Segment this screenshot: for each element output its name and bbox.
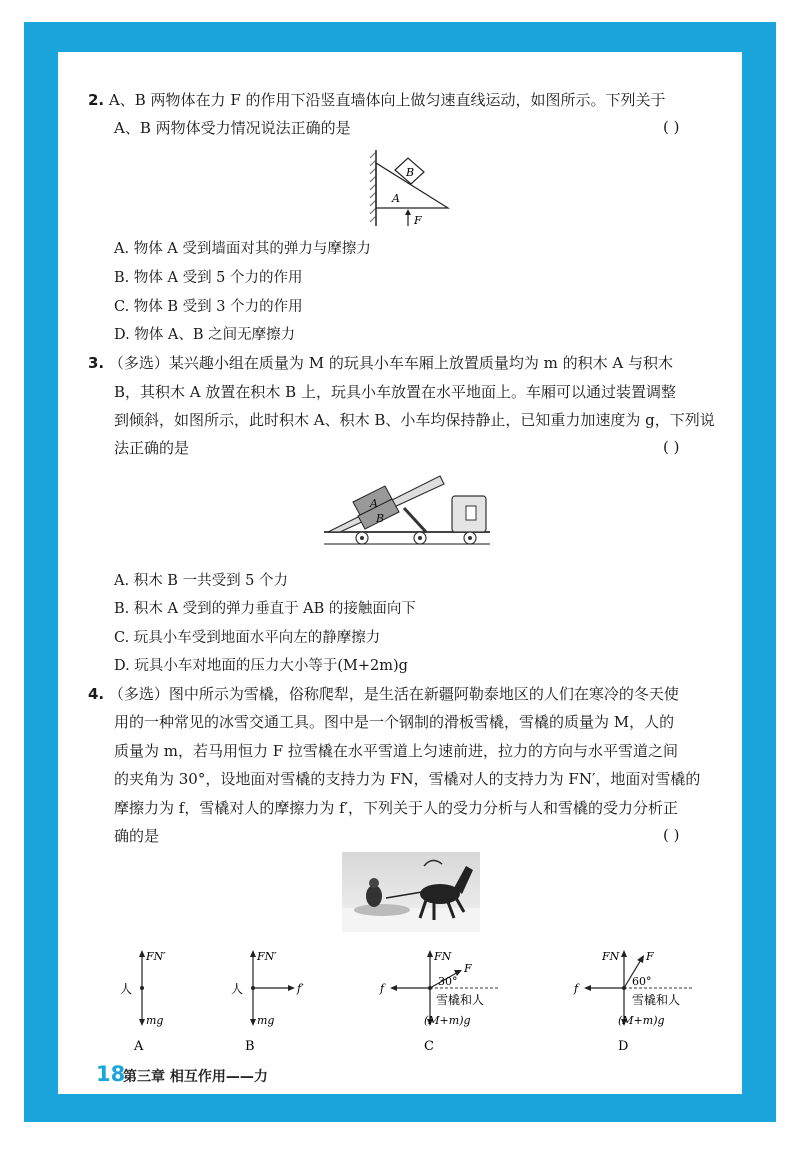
sled-shape xyxy=(354,904,410,916)
force-f-arrowhead xyxy=(405,209,411,215)
label-fn-prime: FN′ xyxy=(257,950,277,963)
label-sled-and-person: 雪橇和人 xyxy=(436,993,485,1007)
label-friction-f: f xyxy=(380,982,385,995)
chapter-title: 第三章 相互作用——力 xyxy=(123,1069,268,1085)
label-angle: 60° xyxy=(632,975,652,988)
q2-option-b[interactable]: B. 物体 A 受到 5 个力的作用 xyxy=(114,270,303,286)
q3-option-d[interactable]: D. 玩具小车对地面的压力大小等于(M+2m)g xyxy=(114,658,408,674)
page-frame-left xyxy=(24,22,58,1122)
label-mg: mg xyxy=(146,1014,164,1027)
q4-stem-6: 确的是 xyxy=(114,827,160,845)
q4-stem-2: 用的一种常见的冰雪交通工具。图中是一个钢制的滑板雪橇，雪橇的质量为 M，人的 xyxy=(114,713,675,731)
q2-stem-1: A、B 两物体在力 F 的作用下沿竖直墙体向上做匀速直线运动，如图所示。下列关于 xyxy=(108,91,666,109)
diagram-letter-b[interactable]: B xyxy=(245,1039,255,1054)
q3-option-a[interactable]: A. 积木 B 一共受到 5 个力 xyxy=(114,573,289,589)
page-frame-top xyxy=(24,22,776,52)
q4-answer-blank: ( ) xyxy=(663,826,680,844)
label-force-f: F xyxy=(646,950,654,963)
label-fn: FN xyxy=(434,950,452,963)
label-fn-prime: FN′ xyxy=(146,950,166,963)
q3-stem-1: （多选）某兴趣小组在质量为 M 的玩具小车车厢上放置质量均为 m 的积木 A 与积木 xyxy=(108,354,673,372)
label-f: F xyxy=(414,214,422,227)
q4-stem-5: 摩擦力为 f，雪橇对人的摩擦力为 f′，下列关于人的受力分析与人和雪橇的受力分析正 xyxy=(114,799,679,817)
q3-option-c[interactable]: C. 玩具小车受到地面水平向左的静摩擦力 xyxy=(114,630,381,646)
q3-answer-blank: ( ) xyxy=(663,438,680,456)
q4-line1 xyxy=(88,684,679,704)
q2-figure xyxy=(370,148,470,232)
q2-option-a[interactable]: A. 物体 A 受到墙面对其的弹力与摩擦力 xyxy=(114,241,371,257)
q2-option-c[interactable]: C. 物体 B 受到 3 个力的作用 xyxy=(114,299,303,315)
wall-hatching xyxy=(370,152,376,222)
label-b: B xyxy=(376,512,385,525)
q2-option-d[interactable]: D. 物体 A、B 之间无摩擦力 xyxy=(114,327,296,343)
q2-stem-2: A、B 两物体受力情况说法正确的是 xyxy=(114,119,351,137)
q4-stem-1: （多选）图中所示为雪橇，俗称爬犁，是生活在新疆阿勒泰地区的人们在寒冷的冬天使 xyxy=(108,685,679,703)
label-mg: mg xyxy=(257,1014,275,1027)
force-diagram-d xyxy=(570,948,720,1058)
q3-line1 xyxy=(88,353,673,373)
label-angle: 30° xyxy=(438,975,458,988)
label-b: B xyxy=(406,166,415,179)
page-frame-right xyxy=(742,22,776,1122)
cab-window xyxy=(466,506,476,520)
label-sled-and-person: 雪橇和人 xyxy=(632,993,681,1007)
force-diagram-b xyxy=(223,948,333,1058)
page-content xyxy=(58,52,742,1094)
diagram-letter-c[interactable]: C xyxy=(424,1039,434,1054)
q3-stem-4: 法正确的是 xyxy=(114,439,190,457)
label-a: A xyxy=(370,497,378,510)
q3-figure xyxy=(320,462,520,564)
page-number: 18 xyxy=(96,1062,126,1086)
sled-photo xyxy=(342,852,480,932)
q3-option-b[interactable]: B. 积木 A 受到的弹力垂直于 AB 的接触面向下 xyxy=(114,601,416,617)
rider-shape xyxy=(366,885,382,907)
diagram-letter-a[interactable]: A xyxy=(134,1039,144,1054)
label-person: 人 xyxy=(231,982,244,996)
q4-stem-4: 的夹角为 30°，设地面对雪橇的支持力为 FN，雪橇对人的支持力为 FN′，地面对雪橇的 xyxy=(114,770,701,788)
label-force-f: F xyxy=(464,962,472,975)
q2-answer-blank: ( ) xyxy=(663,118,680,136)
label-total-weight: (M+m)g xyxy=(618,1014,665,1027)
label-fn: FN xyxy=(602,950,620,963)
force-diagram-a xyxy=(108,948,208,1058)
q3-stem-2: B，其积木 A 放置在积木 B 上，玩具小车放置在水平地面上。车厢可以通过装置调整 xyxy=(114,383,676,401)
label-f-prime: f′ xyxy=(297,982,304,995)
force-diagram-c xyxy=(378,948,528,1058)
q4-stem-3: 质量为 m，若马用恒力 F 拉雪橇在水平雪道上匀速前进，拉力的方向与水平雪道之间 xyxy=(114,742,678,760)
label-friction-f: f xyxy=(574,982,579,995)
page-frame-bottom xyxy=(24,1094,776,1122)
label-person: 人 xyxy=(120,982,133,996)
q3-number: 3. xyxy=(88,354,105,372)
diagram-letter-d[interactable]: D xyxy=(618,1039,629,1054)
q3-stem-3: 到倾斜，如图所示，此时积木 A、积木 B、小车均保持静止，已知重力加速度为 g，下列说 xyxy=(114,411,715,429)
label-a: A xyxy=(392,192,400,205)
lift-support xyxy=(404,508,426,532)
q4-number: 4. xyxy=(88,685,105,703)
q2-number: 2. xyxy=(88,91,105,109)
q2-line1 xyxy=(88,90,666,110)
label-total-weight: (M+m)g xyxy=(424,1014,471,1027)
